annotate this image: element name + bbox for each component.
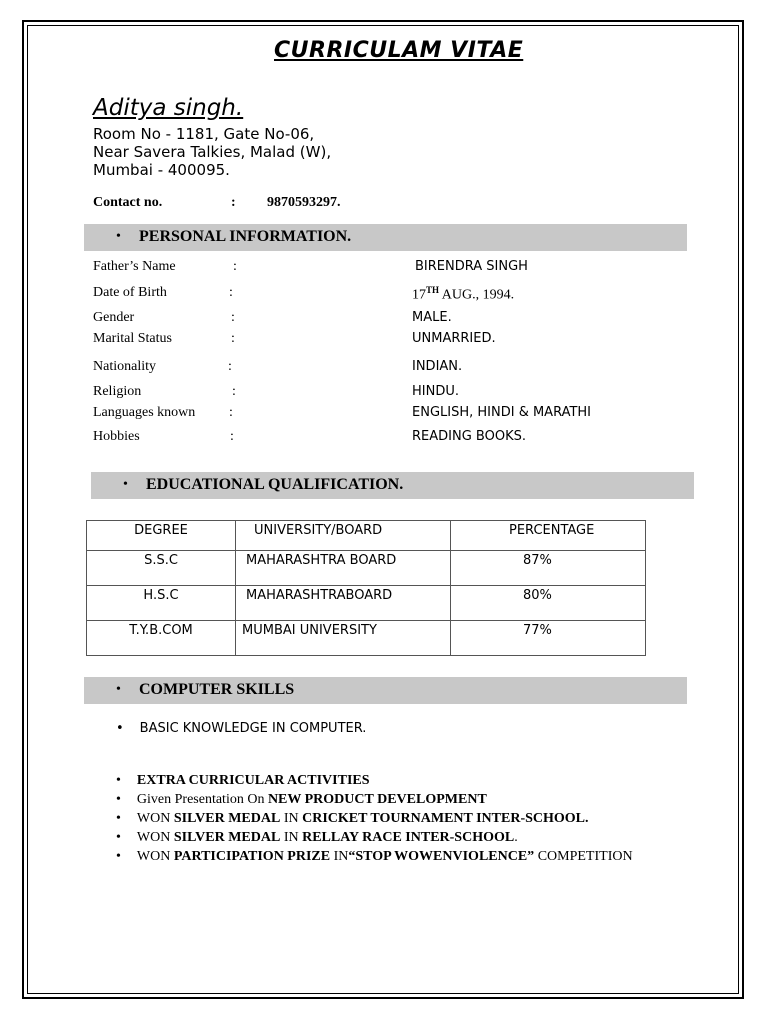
value-fathers-name: BIRENDRA SINGH bbox=[415, 259, 528, 274]
bullet-icon: • bbox=[116, 229, 121, 244]
cell-degree: T.Y.B.COM bbox=[87, 621, 236, 656]
label-religion: Religion bbox=[93, 384, 142, 399]
separator: : bbox=[228, 359, 232, 374]
separator: : bbox=[230, 429, 234, 444]
separator: : bbox=[229, 285, 233, 300]
column-header-percentage: PERCENTAGE bbox=[451, 521, 646, 551]
table-row bbox=[87, 621, 646, 656]
computer-skills-heading: COMPUTER SKILLS bbox=[139, 681, 295, 698]
label-marital-status: Marital Status bbox=[93, 331, 172, 346]
bullet-icon: • bbox=[123, 477, 128, 492]
contact-label: Contact no. bbox=[93, 195, 163, 210]
value-date-of-birth: 17TH AUG., 1994. bbox=[412, 285, 515, 303]
cell-university: MAHARASHTRA BOARD bbox=[236, 551, 451, 586]
label-gender: Gender bbox=[93, 310, 135, 325]
cell-university: MUMBAI UNIVERSITY bbox=[236, 621, 451, 656]
cell-percentage: 87% bbox=[451, 551, 646, 586]
list-item: • WON SILVER MEDAL IN CRICKET TOURNAMENT INTER-SCHOOL. bbox=[116, 811, 589, 826]
column-header-university: UNIVERSITY/BOARD bbox=[236, 521, 451, 551]
label-date-of-birth: Date of Birth bbox=[93, 285, 167, 300]
cell-degree: S.S.C bbox=[87, 551, 236, 586]
address-line-3: Mumbai - 400095. bbox=[93, 161, 230, 179]
document-title: CURRICULAM VITAE bbox=[274, 38, 524, 63]
table-header-row bbox=[87, 521, 646, 551]
label-nationality: Nationality bbox=[93, 359, 156, 374]
list-item: • Given Presentation On NEW PRODUCT DEVELOPMENT bbox=[116, 792, 487, 807]
education-table bbox=[86, 520, 646, 656]
label-fathers-name: Father’s Name bbox=[93, 259, 176, 274]
cell-university: MAHARASHTRABOARD bbox=[236, 586, 451, 621]
separator: : bbox=[233, 259, 237, 274]
value-languages-known: ENGLISH, HINDI & MARATHI bbox=[412, 405, 592, 420]
contact-separator: : bbox=[231, 195, 236, 210]
separator: : bbox=[231, 310, 235, 325]
contact-value: 9870593297. bbox=[267, 195, 341, 210]
table-row bbox=[87, 551, 646, 586]
label-languages-known: Languages known bbox=[93, 405, 196, 420]
separator: : bbox=[231, 331, 235, 346]
skill-item: • BASIC KNOWLEDGE IN COMPUTER. bbox=[116, 721, 367, 736]
education-heading-band bbox=[91, 472, 694, 499]
label-hobbies: Hobbies bbox=[93, 429, 140, 444]
computer-skills-heading-band bbox=[84, 677, 687, 704]
candidate-name: Aditya singh. bbox=[93, 95, 244, 121]
separator: : bbox=[229, 405, 233, 420]
address-line-2: Near Savera Talkies, Malad (W), bbox=[93, 143, 332, 161]
bullet-icon: • bbox=[116, 682, 121, 697]
personal-info-heading: PERSONAL INFORMATION. bbox=[139, 228, 352, 245]
value-gender: MALE. bbox=[412, 310, 452, 325]
cell-percentage: 80% bbox=[451, 586, 646, 621]
education-heading: EDUCATIONAL QUALIFICATION. bbox=[146, 476, 404, 493]
personal-info-heading-band bbox=[84, 224, 687, 251]
value-nationality: INDIAN. bbox=[412, 359, 463, 374]
value-marital-status: UNMARRIED. bbox=[412, 331, 496, 346]
cell-percentage: 77% bbox=[451, 621, 646, 656]
cell-degree: H.S.C bbox=[87, 586, 236, 621]
separator: : bbox=[232, 384, 236, 399]
value-religion: HINDU. bbox=[412, 384, 459, 399]
list-item: • WON SILVER MEDAL IN RELLAY RACE INTER-SCHOOL. bbox=[116, 830, 518, 845]
list-item: • WON PARTICIPATION PRIZE IN“STOP WOWENVIOLENCE” COMPETITION bbox=[116, 849, 633, 864]
column-header-degree: DEGREE bbox=[87, 521, 236, 551]
extra-heading: • EXTRA CURRICULAR ACTIVITIES bbox=[116, 773, 370, 788]
address-line-1: Room No - 1181, Gate No-06, bbox=[93, 125, 315, 143]
table-row bbox=[87, 586, 646, 621]
value-hobbies: READING BOOKS. bbox=[412, 429, 526, 444]
